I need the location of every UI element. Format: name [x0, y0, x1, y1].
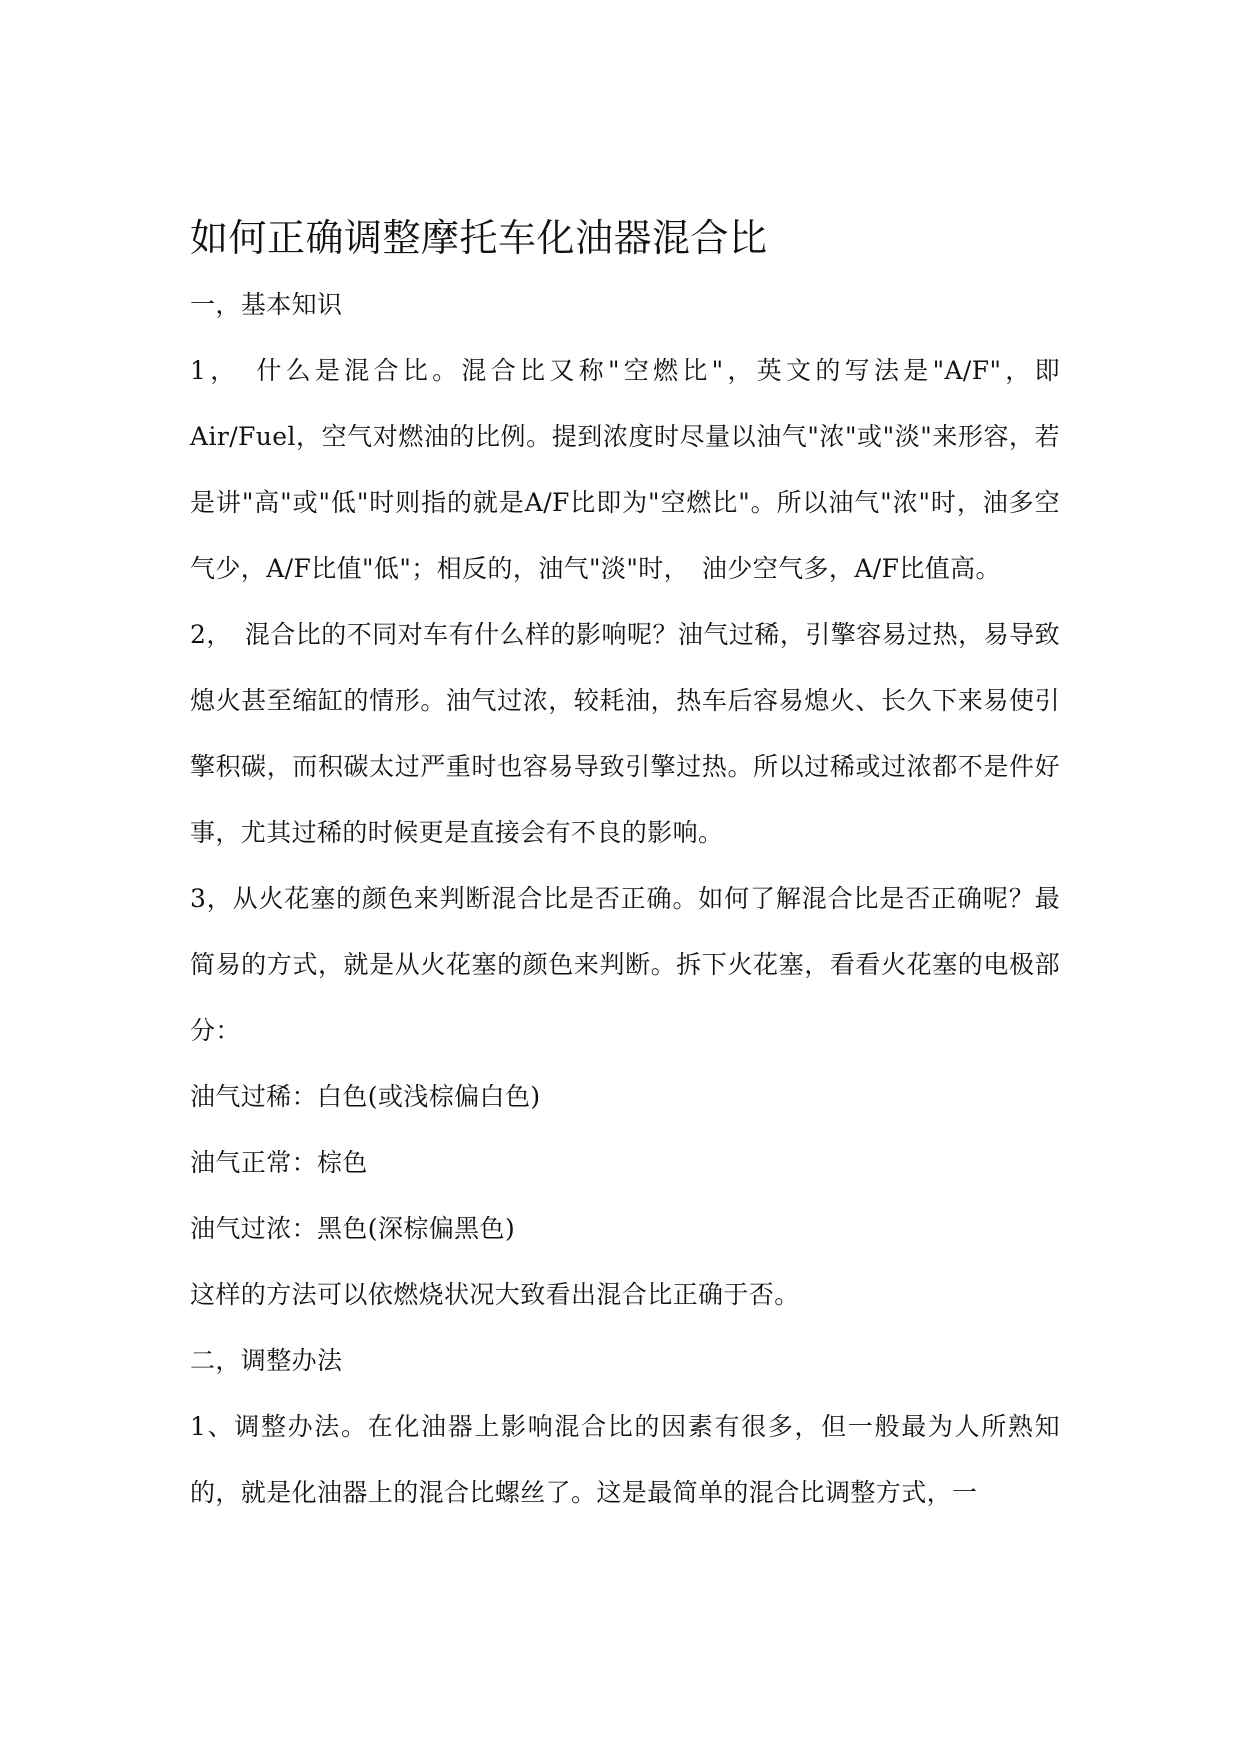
paragraph-what-is-mixture-ratio: 1， 什么是混合比。混合比又称"空燃比"，英文的写法是"A/F"，即Air/Fuel，空气对燃油的比例。提到浓度时尽量以油气"浓"或"淡"来形容，若是讲"高"或"低"时则指的就是A/F比即为"空燃比"。所以油气"浓"时，油多空气少，A/F比值"低"；相反的，油气"淡"时， 油少空气多，A/F比值高。 — [190, 356, 1060, 583]
section-heading-basic-knowledge: 一，基本知识 — [190, 290, 343, 319]
document-title: 如何正确调整摩托车化油器混合比 — [190, 216, 768, 260]
list-item-too-rich: 油气过浓：黑色(深棕偏黑色) — [190, 1214, 516, 1243]
paragraph-mixture-effects: 2， 混合比的不同对车有什么样的影响呢？油气过稀，引擎容易过热，易导致熄火甚至缩缸的情形。油气过浓，较耗油，热车后容易熄火、长久下来易使引擎积碳，而积碳太过严重时也容易导致引擎过热。所以过稀或过浓都不是件好事，尤其过稀的时候更是直接会有不良的影响。 — [190, 620, 1060, 847]
document-body — [190, 210, 1060, 1526]
list-item-normal: 油气正常：棕色 — [190, 1148, 368, 1177]
paragraph-conclusion: 这样的方法可以依燃烧状况大致看出混合比正确于否。 — [190, 1280, 800, 1309]
paragraph-spark-plug-color: 3，从火花塞的颜色来判断混合比是否正确。如何了解混合比是否正确呢？最简易的方式，就是从火花塞的颜色来判断。拆下火花塞，看看火花塞的电极部分： — [190, 884, 1060, 1045]
section-heading-adjustment-method: 二，调整办法 — [190, 1346, 343, 1375]
paragraph-adjustment-method: 1、调整办法。在化油器上影响混合比的因素有很多，但一般最为人所熟知的，就是化油器上的混合比螺丝了。这是最简单的混合比调整方式，一 — [190, 1412, 1060, 1507]
list-item-too-lean: 油气过稀：白色(或浅棕偏白色) — [190, 1082, 541, 1111]
